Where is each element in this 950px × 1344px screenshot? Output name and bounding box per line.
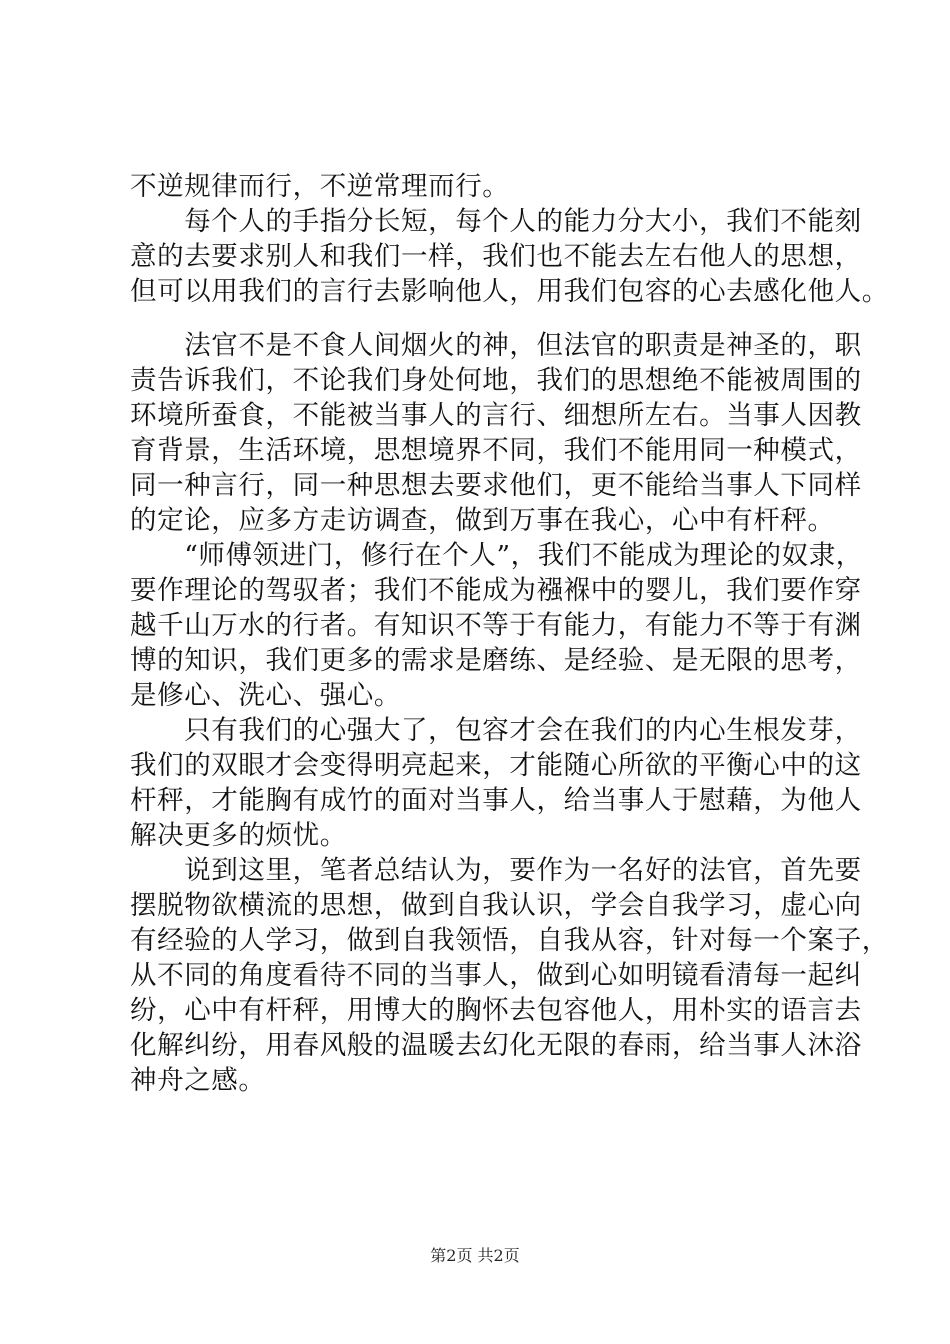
text-line: 只有我们的心强大了，包容才会在我们的内心生根发芽，	[130, 715, 862, 746]
text-line: 每个人的手指分长短，每个人的能力分大小，我们不能刻	[130, 206, 862, 237]
text-line: 责告诉我们，不论我们身处何地，我们的思想绝不能被周围的	[130, 365, 862, 396]
text-line: 意的去要求别人和我们一样，我们也不能去左右他人的思想，	[130, 241, 862, 272]
page-number: 第2页 共2页	[430, 1246, 520, 1265]
text-line: 不逆规律而行，不逆常理而行。	[130, 171, 510, 202]
text-line: 我们的双眼才会变得明亮起来，才能随心所欲的平衡心中的这	[130, 750, 862, 781]
text-line: 的定论，应多方走访调查，做到万事在我心，心中有杆秤。	[130, 505, 835, 536]
text-line: 育背景，生活环境，思想境界不同，我们不能用同一种模式，	[130, 435, 862, 466]
text-line: 法官不是不食人间烟火的神，但法官的职责是神圣的，职	[130, 330, 862, 361]
text-line: 神舟之感。	[130, 1065, 266, 1096]
text-line: 但可以用我们的言行去影响他人，用我们包容的心去感化他人。	[130, 276, 889, 307]
text-line: 杆秤，才能胸有成竹的面对当事人，给当事人于慰藉，为他人	[130, 785, 862, 816]
text-line: 解决更多的烦忧。	[130, 820, 347, 851]
text-line: 要作理论的驾驭者；我们不能成为襁褓中的婴儿，我们要作穿	[130, 575, 862, 606]
text-line: 有经验的人学习，做到自我领悟，自我从容，针对每一个案子，	[130, 925, 889, 956]
text-line: 是修心、洗心、强心。	[130, 680, 401, 711]
text-line: 从不同的角度看待不同的当事人，做到心如明镜看清每一起纠	[130, 960, 862, 991]
text-line: 环境所蚕食，不能被当事人的言行、细想所左右。当事人因教	[130, 400, 862, 431]
text-line: 同一种言行，同一种思想去要求他们，更不能给当事人下同样	[130, 470, 862, 501]
text-line: 摆脱物欲横流的思想，做到自我认识，学会自我学习，虚心向	[130, 890, 862, 921]
text-line: 越千山万水的行者。有知识不等于有能力，有能力不等于有渊	[130, 610, 862, 641]
text-line: 纷，心中有杆秤，用博大的胸怀去包容他人，用朴实的语言去	[130, 995, 862, 1026]
text-line: 化解纠纷，用春风般的温暖去幻化无限的春雨，给当事人沐浴	[130, 1030, 862, 1061]
text-line: 博的知识，我们更多的需求是磨练、是经验、是无限的思考，	[130, 645, 862, 676]
text-line: “师傅领进门，修行在个人”，我们不能成为理论的奴隶，	[130, 540, 863, 571]
text-line: 说到这里，笔者总结认为，要作为一名好的法官，首先要	[130, 855, 862, 886]
